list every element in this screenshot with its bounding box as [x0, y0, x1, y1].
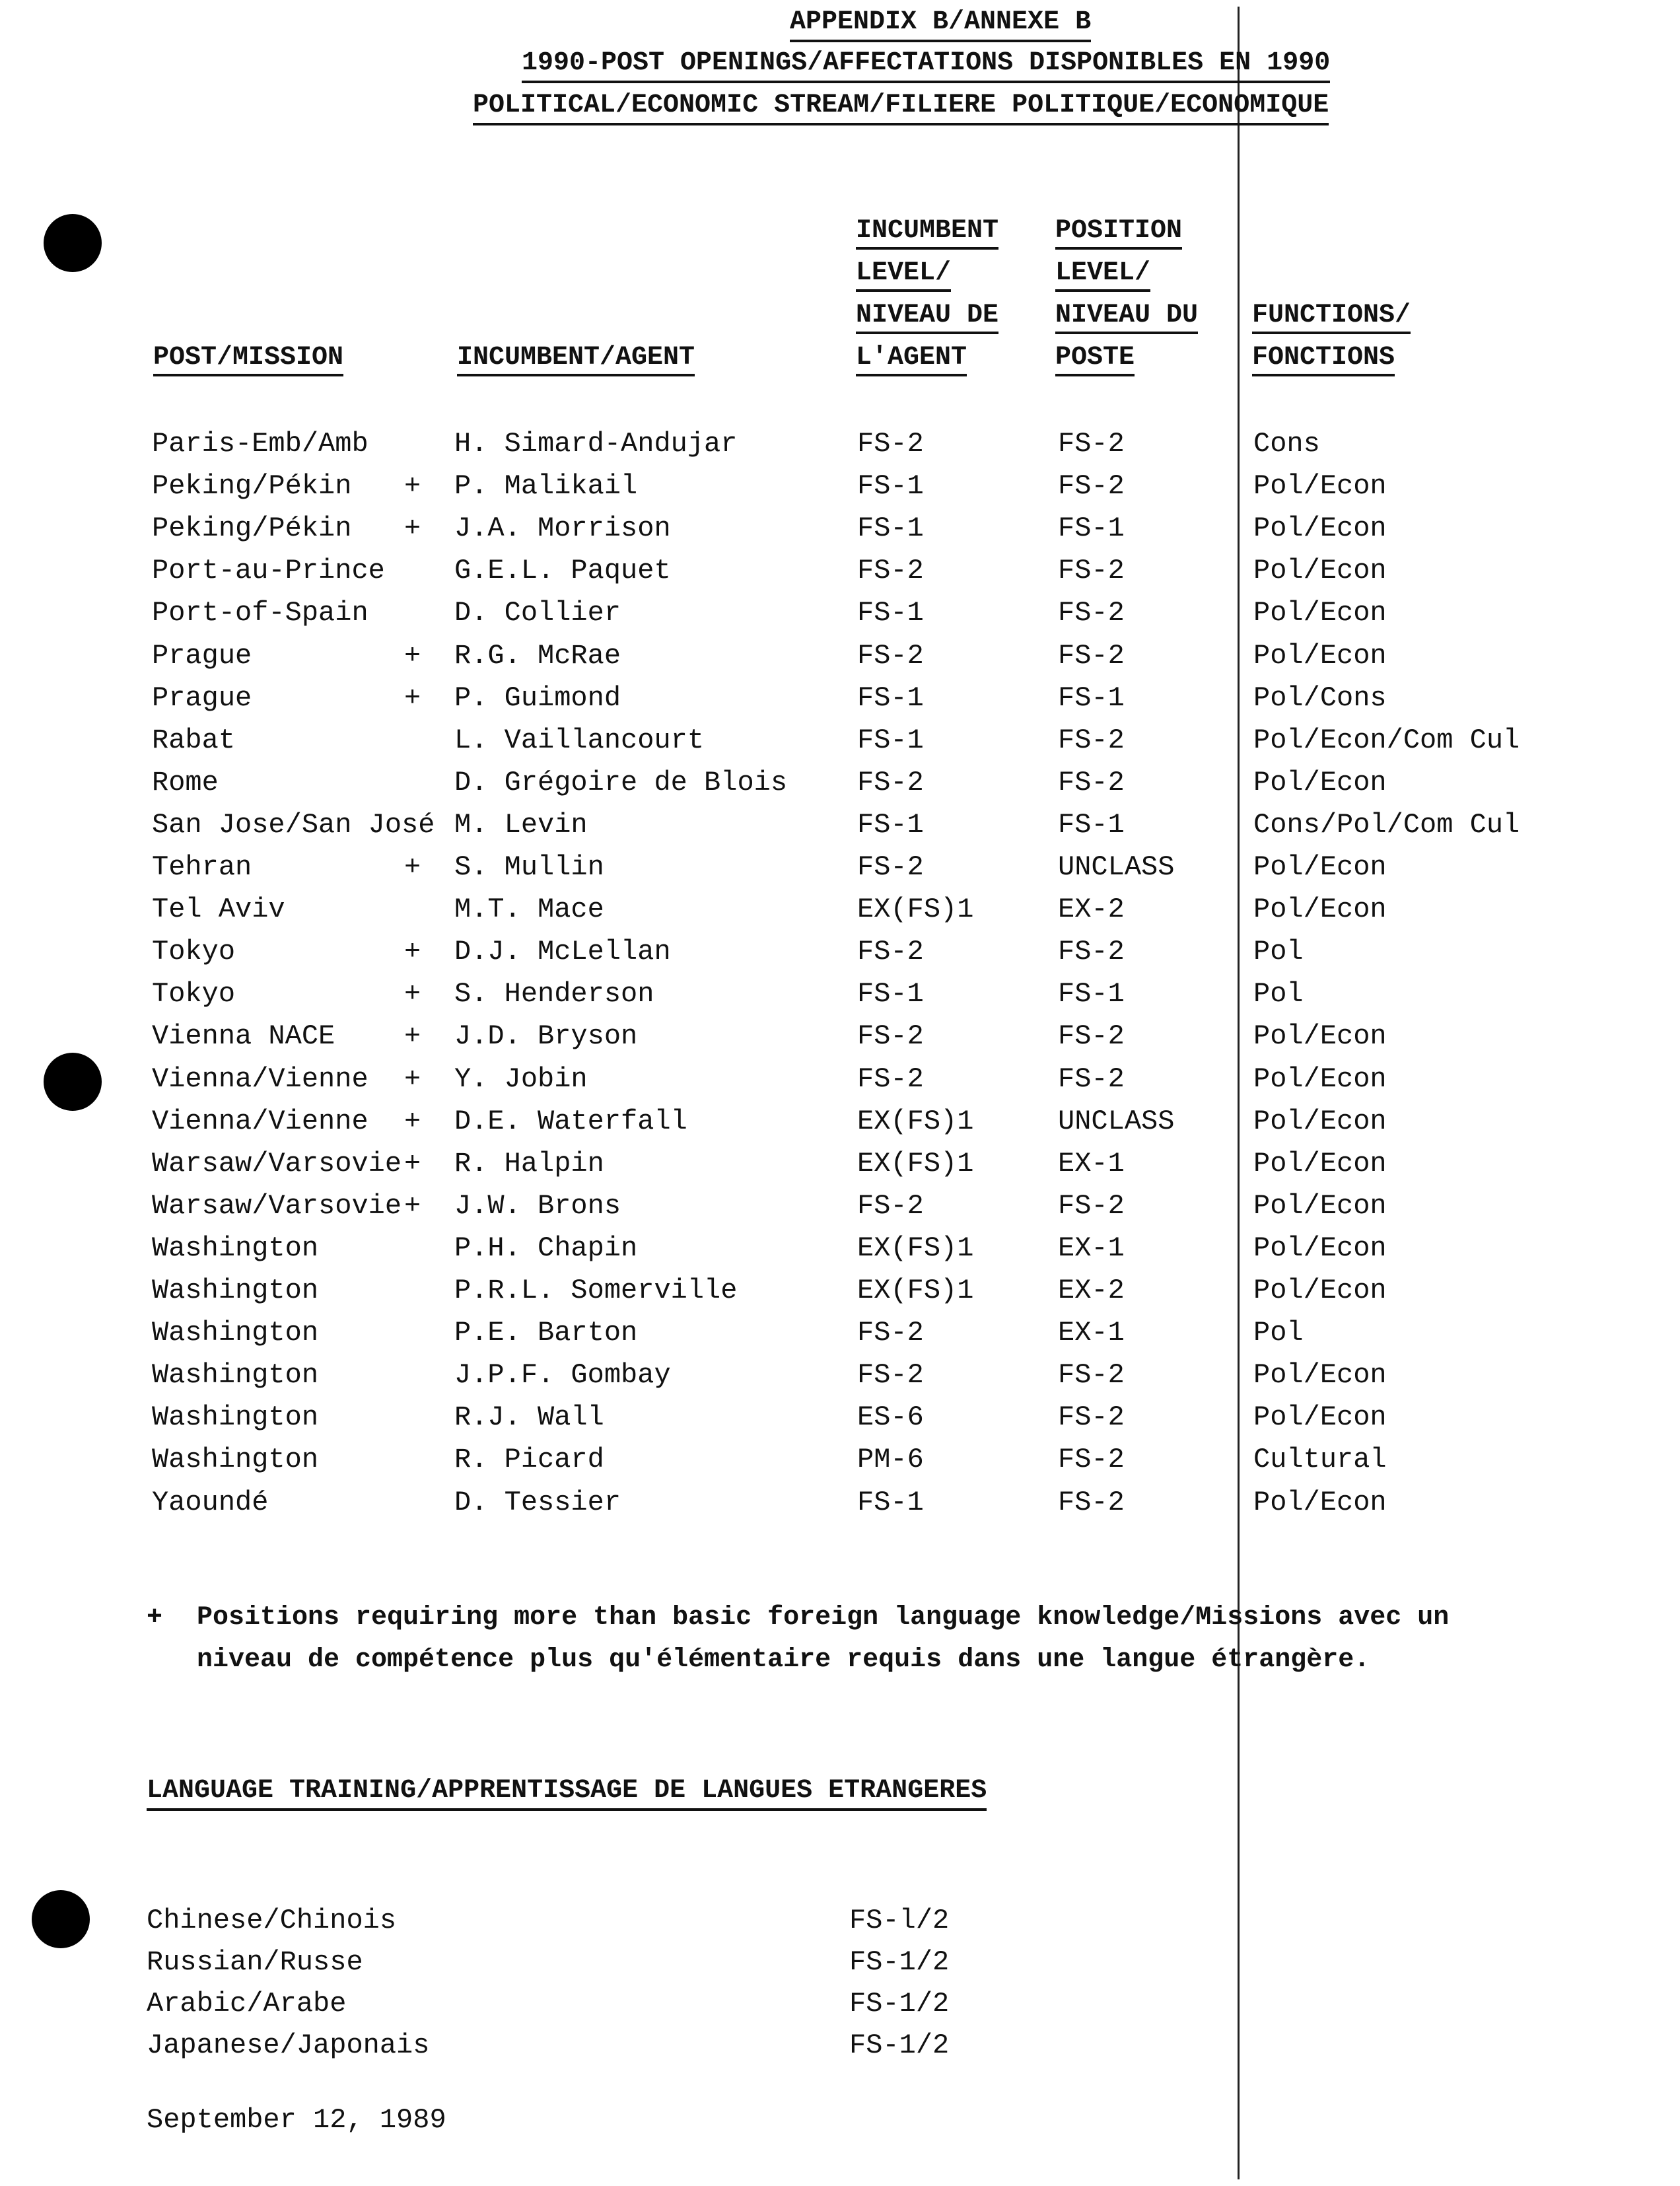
- cell-incumbent-level: FS-1: [857, 682, 924, 714]
- col-header-incumbent-level-line2: LEVEL/: [856, 258, 951, 292]
- col-header-position-level-line1: POSITION: [1055, 216, 1182, 250]
- cell-language-mark: +: [404, 1189, 421, 1222]
- cell-position-level: EX-1: [1058, 1317, 1125, 1349]
- cell-post: Peking/Pékin: [152, 512, 352, 545]
- col-header-incumbent-text: INCUMBENT/AGENT: [457, 343, 695, 376]
- cell-post: Paris-Emb/Amb: [152, 428, 368, 460]
- language-level: FS-1/2: [849, 2029, 950, 2061]
- cell-language-mark: +: [404, 978, 421, 1010]
- cell-incumbent-level: FS-1: [857, 470, 924, 503]
- cell-post: Tehran: [152, 851, 252, 883]
- cell-incumbent: R.J. Wall: [454, 1401, 604, 1434]
- cell-functions: Pol/Econ: [1253, 1401, 1387, 1434]
- scan-fold-line: [1238, 7, 1240, 2179]
- language-level: FS-l/2: [849, 1905, 950, 1936]
- cell-incumbent-level: FS-2: [857, 851, 924, 883]
- footnote-text: Positions requiring more than basic foreign language knowledge/Missions avec un niveau de compétence plus qu'élémentaire requis dans une langue étrangère.: [197, 1603, 1450, 1675]
- cell-position-level: FS-2: [1058, 639, 1125, 672]
- cell-functions: Pol/Econ: [1253, 894, 1387, 926]
- language-level: FS-1/2: [849, 1946, 950, 1978]
- cell-incumbent: R. Halpin: [454, 1147, 604, 1180]
- cell-position-level: FS-1: [1058, 682, 1125, 714]
- cell-post: Washington: [152, 1444, 319, 1476]
- cell-post: Port-au-Prince: [152, 555, 385, 587]
- cell-incumbent: D. Tessier: [454, 1486, 621, 1518]
- cell-functions: Pol/Econ: [1253, 1105, 1387, 1137]
- footnote-mark: +: [147, 1603, 163, 1633]
- cell-incumbent-level: FS-2: [857, 766, 924, 798]
- language-name: Russian/Russe: [147, 1946, 363, 1978]
- cell-functions: Pol/Econ: [1253, 851, 1387, 883]
- cell-language-mark: +: [404, 1020, 421, 1053]
- cell-incumbent-level: FS-2: [857, 1020, 924, 1053]
- col-header-incumbent-level: [856, 210, 998, 379]
- cell-position-level: FS-2: [1058, 555, 1125, 587]
- cell-functions: Pol/Econ: [1253, 766, 1387, 798]
- punch-hole-bottom: [32, 1890, 90, 1948]
- cell-position-level: FS-1: [1058, 512, 1125, 545]
- cell-incumbent-level: EX(FS)1: [857, 1105, 974, 1137]
- cell-incumbent-level: FS-1: [857, 512, 924, 545]
- stream-title-text: POLITICAL/ECONOMIC STREAM/FILIERE POLITIQUE/ECONOMIQUE: [473, 90, 1329, 125]
- cell-incumbent-level: EX(FS)1: [857, 1275, 974, 1306]
- cell-position-level: FS-2: [1058, 1486, 1125, 1518]
- cell-functions: Pol/Econ/Com Cul: [1253, 724, 1520, 756]
- cell-incumbent-level: EX(FS)1: [857, 1232, 974, 1264]
- col-header-incumbent-level-line3: NIVEAU DE: [856, 300, 998, 334]
- cell-incumbent: P.H. Chapin: [454, 1232, 638, 1264]
- cell-position-level: UNCLASS: [1058, 1105, 1175, 1137]
- cell-post: Washington: [152, 1401, 319, 1434]
- appendix-title-text: APPENDIX B/ANNEXE B: [790, 7, 1091, 42]
- cell-position-level: FS-2: [1058, 936, 1125, 968]
- cell-position-level: FS-2: [1058, 1401, 1125, 1434]
- language-name: Arabic/Arabe: [147, 1988, 347, 2020]
- cell-incumbent: S. Henderson: [454, 978, 654, 1010]
- cell-incumbent: J.W. Brons: [454, 1189, 621, 1222]
- cell-functions: Pol: [1253, 936, 1304, 968]
- stream-title: [473, 88, 1329, 123]
- language-name: Chinese/Chinois: [147, 1905, 397, 1936]
- cell-post: Washington: [152, 1317, 319, 1349]
- cell-incumbent: P. Guimond: [454, 682, 621, 714]
- cell-post: Peking/Pékin: [152, 470, 352, 503]
- cell-functions: Pol/Econ: [1253, 1232, 1387, 1264]
- cell-language-mark: +: [404, 470, 421, 503]
- col-header-incumbent-level-line1: INCUMBENT: [856, 216, 998, 250]
- cell-position-level: EX-2: [1058, 894, 1125, 926]
- cell-post: Vienna NACE: [152, 1020, 335, 1053]
- cell-position-level: FS-2: [1058, 470, 1125, 503]
- cell-incumbent-level: PM-6: [857, 1444, 924, 1476]
- cell-post: Tokyo: [152, 936, 236, 968]
- cell-incumbent-level: FS-1: [857, 808, 924, 841]
- cell-position-level: EX-1: [1058, 1232, 1125, 1264]
- cell-functions: Pol/Econ: [1253, 1189, 1387, 1222]
- cell-functions: Pol/Econ: [1253, 555, 1387, 587]
- cell-position-level: FS-1: [1058, 808, 1125, 841]
- col-header-functions-line1: FUNCTIONS/: [1252, 300, 1411, 334]
- cell-position-level: FS-2: [1058, 1189, 1125, 1222]
- cell-incumbent: M.T. Mace: [454, 894, 604, 926]
- cell-functions: Pol/Econ: [1253, 1020, 1387, 1053]
- cell-incumbent: S. Mullin: [454, 851, 604, 883]
- cell-incumbent: J.A. Morrison: [454, 512, 671, 545]
- cell-incumbent: D.J. McLellan: [454, 936, 671, 968]
- cell-functions: Pol/Econ: [1253, 470, 1387, 503]
- cell-incumbent-level: FS-2: [857, 1317, 924, 1349]
- cell-functions: Pol/Cons: [1253, 682, 1387, 714]
- cell-language-mark: +: [404, 1105, 421, 1137]
- cell-position-level: FS-2: [1058, 1020, 1125, 1053]
- cell-incumbent-level: FS-1: [857, 978, 924, 1010]
- cell-functions: Cons/Pol/Com Cul: [1253, 808, 1520, 841]
- appendix-title: [790, 5, 1091, 40]
- cell-functions: Cultural: [1253, 1444, 1387, 1476]
- cell-incumbent-level: FS-2: [857, 639, 924, 672]
- language-name: Japanese/Japonais: [147, 2029, 430, 2061]
- cell-incumbent: H. Simard-Andujar: [454, 428, 738, 460]
- cell-language-mark: +: [404, 1147, 421, 1180]
- cell-incumbent-level: FS-1: [857, 1486, 924, 1518]
- cell-language-mark: +: [404, 682, 421, 714]
- cell-position-level: FS-2: [1058, 1444, 1125, 1476]
- cell-position-level: FS-2: [1058, 597, 1125, 629]
- cell-post: Yaoundé: [152, 1486, 269, 1518]
- col-header-incumbent-level-line4: L'AGENT: [856, 343, 967, 376]
- document-title: [522, 46, 1330, 81]
- language-level: FS-1/2: [849, 1988, 950, 2020]
- col-header-post-text: POST/MISSION: [153, 343, 343, 376]
- cell-post: Port-of-Spain: [152, 597, 368, 629]
- col-header-position-level-line2: LEVEL/: [1055, 258, 1150, 292]
- cell-post: Vienna/Vienne: [152, 1105, 368, 1137]
- cell-incumbent-level: EX(FS)1: [857, 894, 974, 926]
- cell-incumbent: D. Grégoire de Blois: [454, 766, 788, 798]
- col-header-incumbent: [457, 337, 695, 379]
- cell-incumbent-level: FS-2: [857, 428, 924, 460]
- cell-post: Warsaw/Varsovie: [152, 1147, 402, 1180]
- cell-incumbent-level: FS-2: [857, 1189, 924, 1222]
- cell-incumbent-level: FS-1: [857, 597, 924, 629]
- cell-functions: Pol: [1253, 978, 1304, 1010]
- cell-post: Prague: [152, 639, 252, 672]
- cell-post: Rome: [152, 766, 219, 798]
- cell-incumbent: R.G. McRae: [454, 639, 621, 672]
- cell-post: Vienna/Vienne: [152, 1063, 368, 1095]
- cell-language-mark: +: [404, 1063, 421, 1095]
- cell-incumbent: D. Collier: [454, 597, 621, 629]
- cell-post: Washington: [152, 1359, 319, 1392]
- cell-incumbent-level: FS-2: [857, 1063, 924, 1095]
- cell-incumbent: P.R.L. Somerville: [454, 1275, 738, 1306]
- cell-functions: Pol/Econ: [1253, 1359, 1387, 1392]
- cell-post: Washington: [152, 1275, 319, 1306]
- punch-hole-top: [44, 214, 102, 272]
- cell-incumbent-level: FS-2: [857, 936, 924, 968]
- col-header-functions-line2: FONCTIONS: [1252, 343, 1395, 376]
- cell-post: San Jose/San José: [152, 808, 435, 841]
- language-training-title: [147, 1774, 987, 1808]
- cell-incumbent: J.P.F. Gombay: [454, 1359, 671, 1392]
- cell-position-level: FS-2: [1058, 1063, 1125, 1095]
- col-header-position-level-line3: NIVEAU DU: [1055, 300, 1198, 334]
- cell-functions: Cons: [1253, 428, 1320, 460]
- cell-incumbent: J.D. Bryson: [454, 1020, 638, 1053]
- cell-incumbent: L. Vaillancourt: [454, 724, 705, 756]
- cell-functions: Pol/Econ: [1253, 1486, 1387, 1518]
- cell-incumbent-level: ES-6: [857, 1401, 924, 1434]
- cell-incumbent: R. Picard: [454, 1444, 604, 1476]
- cell-position-level: EX-2: [1058, 1275, 1125, 1306]
- cell-position-level: FS-2: [1058, 428, 1125, 460]
- cell-incumbent: D.E. Waterfall: [454, 1105, 687, 1137]
- cell-position-level: FS-2: [1058, 724, 1125, 756]
- document-title-text: 1990-POST OPENINGS/AFFECTATIONS DISPONIBLES EN 1990: [522, 48, 1330, 83]
- col-header-functions: [1252, 295, 1411, 379]
- cell-incumbent-level: FS-1: [857, 724, 924, 756]
- cell-functions: Pol/Econ: [1253, 1147, 1387, 1180]
- cell-position-level: FS-1: [1058, 978, 1125, 1010]
- cell-functions: Pol/Econ: [1253, 639, 1387, 672]
- cell-functions: Pol/Econ: [1253, 1063, 1387, 1095]
- cell-incumbent-level: FS-2: [857, 555, 924, 587]
- cell-incumbent-level: EX(FS)1: [857, 1147, 974, 1180]
- cell-incumbent: Y. Jobin: [454, 1063, 588, 1095]
- cell-incumbent-level: FS-2: [857, 1359, 924, 1392]
- cell-post: Washington: [152, 1232, 319, 1264]
- cell-functions: Pol/Econ: [1253, 512, 1387, 545]
- cell-functions: Pol: [1253, 1317, 1304, 1349]
- cell-post: Rabat: [152, 724, 236, 756]
- cell-language-mark: +: [404, 512, 421, 545]
- col-header-position-level: [1055, 210, 1198, 379]
- cell-incumbent: M. Levin: [454, 808, 588, 841]
- language-training-title-text: LANGUAGE TRAINING/APPRENTISSAGE DE LANGUES ETRANGERES: [147, 1776, 987, 1811]
- col-header-post: [153, 337, 343, 379]
- col-header-position-level-line4: POSTE: [1055, 343, 1135, 376]
- cell-post: Prague: [152, 682, 252, 714]
- cell-functions: Pol/Econ: [1253, 597, 1387, 629]
- cell-language-mark: +: [404, 851, 421, 883]
- cell-incumbent: P. Malikail: [454, 470, 638, 503]
- cell-functions: Pol/Econ: [1253, 1275, 1387, 1306]
- cell-incumbent: G.E.L. Paquet: [454, 555, 671, 587]
- cell-post: Warsaw/Varsovie: [152, 1189, 402, 1222]
- cell-position-level: UNCLASS: [1058, 851, 1175, 883]
- cell-position-level: FS-2: [1058, 1359, 1125, 1392]
- cell-position-level: EX-1: [1058, 1147, 1125, 1180]
- cell-language-mark: +: [404, 936, 421, 968]
- cell-post: Tel Aviv: [152, 894, 285, 926]
- document-date: September 12, 1989: [147, 2104, 446, 2136]
- cell-incumbent: P.E. Barton: [454, 1317, 638, 1349]
- cell-position-level: FS-2: [1058, 766, 1125, 798]
- cell-language-mark: +: [404, 639, 421, 672]
- cell-post: Tokyo: [152, 978, 236, 1010]
- punch-hole-middle: [44, 1053, 102, 1111]
